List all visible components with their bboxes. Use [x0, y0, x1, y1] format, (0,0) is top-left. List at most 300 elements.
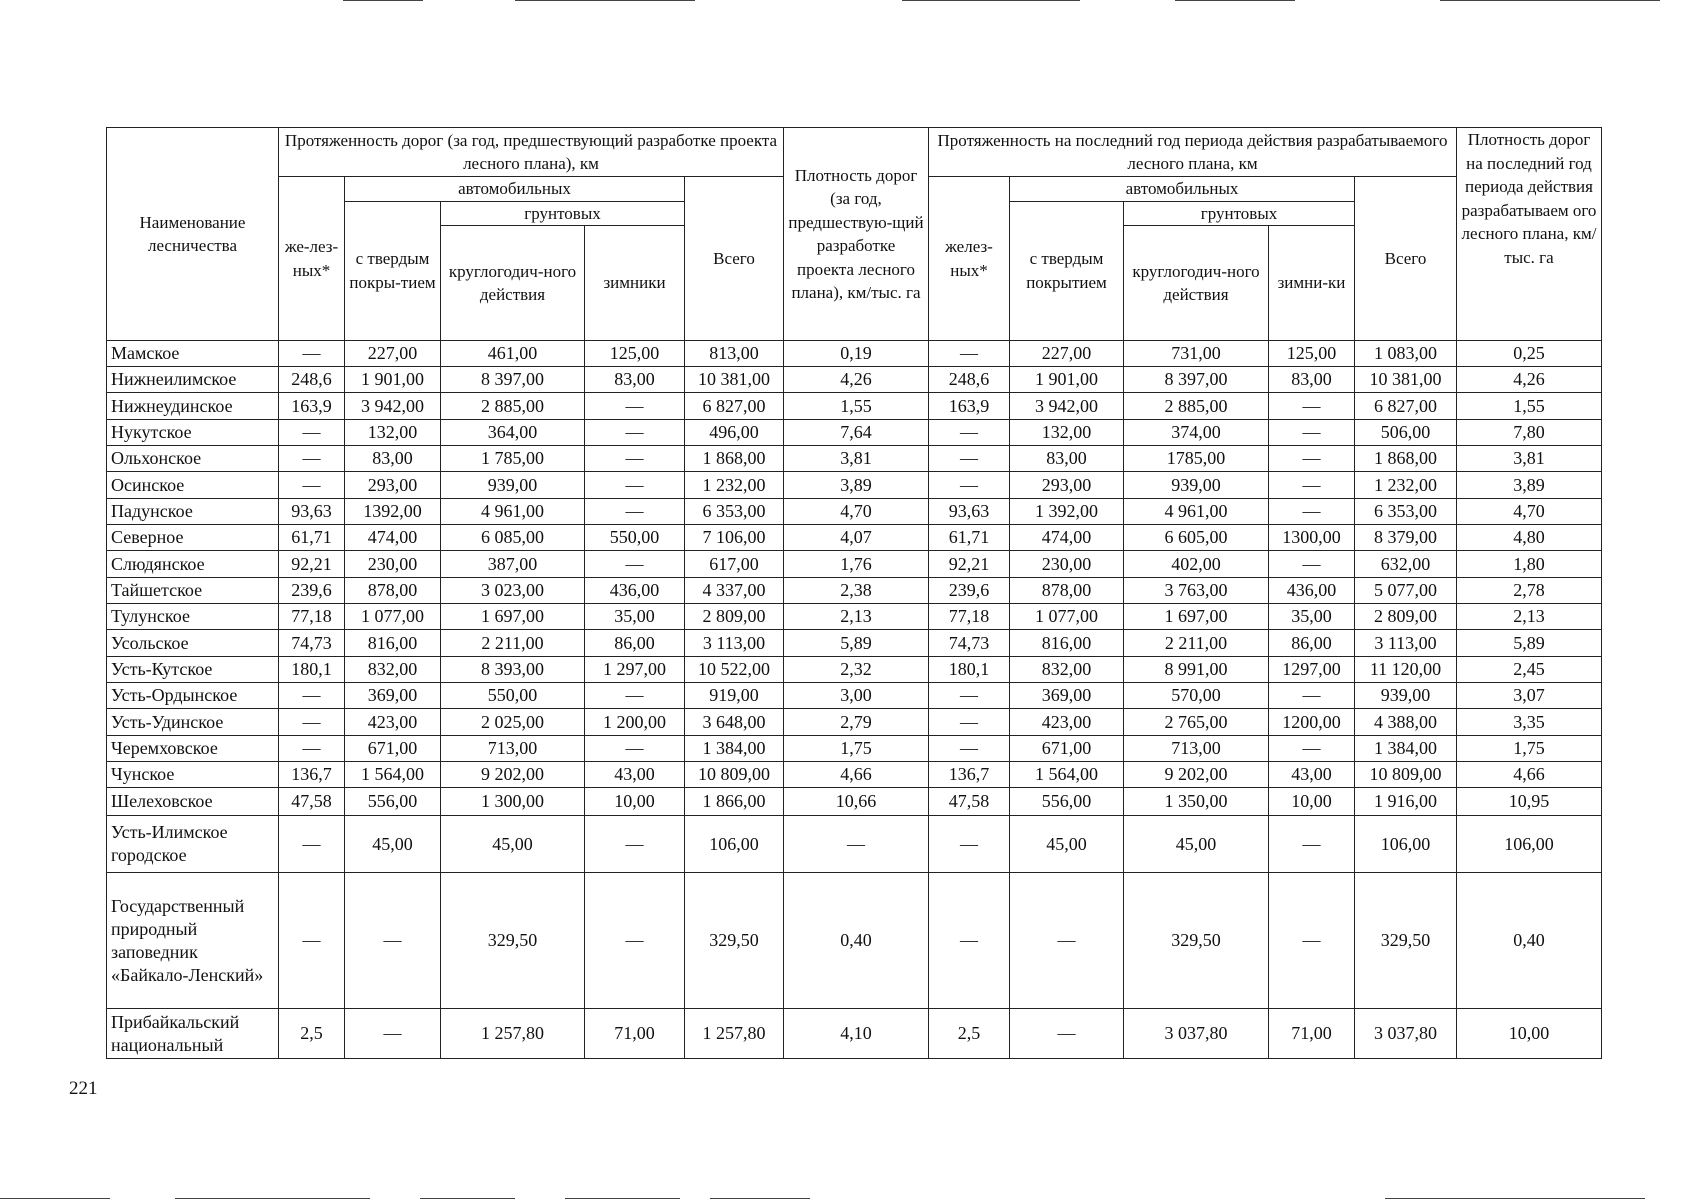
header-prev-paved: с твердым покры-тием: [345, 201, 441, 341]
next-rail-cell: —: [929, 709, 1010, 736]
next-paved-cell: 423,00: [1010, 709, 1124, 736]
prev-rail-cell: 239,6: [279, 578, 345, 604]
prev-paved-cell: 369,00: [345, 683, 441, 709]
next-winter-cell: —: [1269, 873, 1355, 1009]
next-rail-cell: 2,5: [929, 1009, 1010, 1059]
next-winter-cell: 1297,00: [1269, 657, 1355, 683]
next-year-round-cell: 6 605,00: [1124, 525, 1269, 551]
scan-top-rule: [343, 0, 423, 1]
next-year-round-cell: 329,50: [1124, 873, 1269, 1009]
next-paved-cell: 227,00: [1010, 341, 1124, 367]
next-paved-cell: 45,00: [1010, 816, 1124, 873]
next-winter-cell: 71,00: [1269, 1009, 1355, 1059]
prev-density-cell: 0,40: [784, 873, 929, 1009]
prev-winter-cell: —: [585, 683, 685, 709]
next-rail-cell: 180,1: [929, 657, 1010, 683]
prev-year-round-cell: 329,50: [441, 873, 585, 1009]
next-rail-cell: 74,73: [929, 630, 1010, 657]
prev-year-round-cell: 1 785,00: [441, 446, 585, 472]
prev-rail-cell: 61,71: [279, 525, 345, 551]
prev-paved-cell: 45,00: [345, 816, 441, 873]
prev-rail-cell: —: [279, 873, 345, 1009]
next-density-cell: 1,80: [1457, 551, 1602, 578]
prev-winter-cell: 1 200,00: [585, 709, 685, 736]
prev-winter-cell: 35,00: [585, 604, 685, 630]
next-total-cell: 329,50: [1355, 873, 1457, 1009]
header-next-year-round: круглогодич-ного действия: [1124, 226, 1269, 341]
prev-total-cell: 813,00: [685, 341, 784, 367]
table-row: [107, 472, 1602, 499]
prev-paved-cell: —: [345, 1009, 441, 1059]
table-row: [107, 525, 1602, 551]
next-winter-cell: —: [1269, 551, 1355, 578]
prev-density-cell: 3,81: [784, 446, 929, 472]
next-paved-cell: 83,00: [1010, 446, 1124, 472]
scan-bottom-rule: [0, 1198, 110, 1199]
district-name-cell: Осинское: [107, 472, 279, 499]
prev-density-cell: 1,76: [784, 551, 929, 578]
next-total-cell: 11 120,00: [1355, 657, 1457, 683]
prev-rail-cell: 74,73: [279, 630, 345, 657]
prev-total-cell: 4 337,00: [685, 578, 784, 604]
next-year-round-cell: 45,00: [1124, 816, 1269, 873]
district-name-cell: Черемховское: [107, 736, 279, 762]
district-name-cell: Слюдянское: [107, 551, 279, 578]
next-year-round-cell: 8 397,00: [1124, 367, 1269, 393]
table-row: [107, 683, 1602, 709]
prev-total-cell: 3 113,00: [685, 630, 784, 657]
scan-bottom-rule: [710, 1198, 810, 1199]
next-winter-cell: —: [1269, 446, 1355, 472]
prev-year-round-cell: 9 202,00: [441, 762, 585, 788]
table-row: [107, 709, 1602, 736]
header-prev-year-round: круглогодич-ного действия: [441, 226, 585, 341]
next-density-cell: 1,75: [1457, 736, 1602, 762]
next-rail-cell: 136,7: [929, 762, 1010, 788]
table-row: [107, 499, 1602, 525]
prev-year-round-cell: 2 885,00: [441, 393, 585, 420]
prev-year-round-cell: 1 697,00: [441, 604, 585, 630]
prev-year-round-cell: 550,00: [441, 683, 585, 709]
next-paved-cell: 1 564,00: [1010, 762, 1124, 788]
scan-top-rule: [1175, 0, 1295, 1]
prev-rail-cell: —: [279, 446, 345, 472]
table-row: [107, 816, 1602, 873]
prev-total-cell: 1 232,00: [685, 472, 784, 499]
district-name-cell: Нижнеилимское: [107, 367, 279, 393]
next-density-cell: 5,89: [1457, 630, 1602, 657]
prev-density-cell: 2,32: [784, 657, 929, 683]
prev-winter-cell: 125,00: [585, 341, 685, 367]
table-row: [107, 341, 1602, 367]
next-paved-cell: 474,00: [1010, 525, 1124, 551]
next-rail-cell: 77,18: [929, 604, 1010, 630]
page-number: 221: [69, 1078, 98, 1099]
prev-paved-cell: 227,00: [345, 341, 441, 367]
prev-rail-cell: —: [279, 816, 345, 873]
table-row: [107, 420, 1602, 446]
prev-winter-cell: 10,00: [585, 788, 685, 816]
next-paved-cell: 230,00: [1010, 551, 1124, 578]
prev-density-cell: 3,00: [784, 683, 929, 709]
next-paved-cell: —: [1010, 873, 1124, 1009]
table-row: [107, 762, 1602, 788]
district-name-cell: Мамское: [107, 341, 279, 367]
next-density-cell: 4,26: [1457, 367, 1602, 393]
next-rail-cell: —: [929, 683, 1010, 709]
next-rail-cell: 239,6: [929, 578, 1010, 604]
header-next-rail: желез-ных*: [929, 177, 1010, 341]
next-year-round-cell: 1 697,00: [1124, 604, 1269, 630]
next-rail-cell: —: [929, 420, 1010, 446]
prev-year-round-cell: 4 961,00: [441, 499, 585, 525]
prev-year-round-cell: 1 257,80: [441, 1009, 585, 1059]
prev-paved-cell: 878,00: [345, 578, 441, 604]
next-paved-cell: 369,00: [1010, 683, 1124, 709]
prev-density-cell: 2,13: [784, 604, 929, 630]
prev-density-cell: 1,55: [784, 393, 929, 420]
prev-winter-cell: 1 297,00: [585, 657, 685, 683]
header-prev-rail: же-лез-ных*: [279, 177, 345, 341]
next-total-cell: 6 827,00: [1355, 393, 1457, 420]
next-rail-cell: —: [929, 873, 1010, 1009]
next-year-round-cell: 4 961,00: [1124, 499, 1269, 525]
prev-paved-cell: 1 077,00: [345, 604, 441, 630]
prev-density-cell: 7,64: [784, 420, 929, 446]
next-density-cell: 4,66: [1457, 762, 1602, 788]
next-total-cell: 1 916,00: [1355, 788, 1457, 816]
district-name-cell: Тулунское: [107, 604, 279, 630]
prev-year-round-cell: 8 397,00: [441, 367, 585, 393]
next-year-round-cell: 2 765,00: [1124, 709, 1269, 736]
prev-total-cell: 1 866,00: [685, 788, 784, 816]
prev-year-round-cell: 3 023,00: [441, 578, 585, 604]
prev-paved-cell: 474,00: [345, 525, 441, 551]
prev-density-cell: 0,19: [784, 341, 929, 367]
prev-total-cell: 10 522,00: [685, 657, 784, 683]
prev-density-cell: 1,75: [784, 736, 929, 762]
prev-winter-cell: —: [585, 551, 685, 578]
prev-winter-cell: 71,00: [585, 1009, 685, 1059]
header-next-density: Плотность дорог на последний год периода действия разрабатываем ого лесного плана, км/тыс. га: [1457, 128, 1602, 341]
next-total-cell: 632,00: [1355, 551, 1457, 578]
prev-year-round-cell: 2 211,00: [441, 630, 585, 657]
next-paved-cell: 1 901,00: [1010, 367, 1124, 393]
next-rail-cell: 248,6: [929, 367, 1010, 393]
next-density-cell: 10,00: [1457, 1009, 1602, 1059]
prev-total-cell: 496,00: [685, 420, 784, 446]
prev-winter-cell: —: [585, 472, 685, 499]
header-name: Наименование лесничества: [107, 128, 279, 341]
next-density-cell: 3,07: [1457, 683, 1602, 709]
prev-total-cell: 617,00: [685, 551, 784, 578]
prev-density-cell: 2,79: [784, 709, 929, 736]
table-body: [107, 341, 1602, 1059]
next-winter-cell: 86,00: [1269, 630, 1355, 657]
prev-paved-cell: 3 942,00: [345, 393, 441, 420]
table-row: [107, 604, 1602, 630]
prev-density-cell: 5,89: [784, 630, 929, 657]
next-total-cell: 10 381,00: [1355, 367, 1457, 393]
prev-total-cell: 3 648,00: [685, 709, 784, 736]
next-total-cell: 5 077,00: [1355, 578, 1457, 604]
next-rail-cell: 163,9: [929, 393, 1010, 420]
district-name-cell: Тайшетское: [107, 578, 279, 604]
district-name-cell: Нукутское: [107, 420, 279, 446]
prev-paved-cell: 293,00: [345, 472, 441, 499]
table-row: [107, 873, 1602, 1009]
next-winter-cell: —: [1269, 683, 1355, 709]
next-paved-cell: 671,00: [1010, 736, 1124, 762]
next-total-cell: 106,00: [1355, 816, 1457, 873]
prev-total-cell: 329,50: [685, 873, 784, 1009]
next-density-cell: 0,25: [1457, 341, 1602, 367]
prev-density-cell: —: [784, 816, 929, 873]
district-name-cell: Северное: [107, 525, 279, 551]
prev-winter-cell: —: [585, 446, 685, 472]
prev-year-round-cell: 6 085,00: [441, 525, 585, 551]
prev-winter-cell: —: [585, 499, 685, 525]
next-rail-cell: 61,71: [929, 525, 1010, 551]
scan-bottom-rule: [1385, 1198, 1645, 1199]
table-row: [107, 578, 1602, 604]
prev-total-cell: 2 809,00: [685, 604, 784, 630]
prev-rail-cell: 248,6: [279, 367, 345, 393]
district-name-cell: Падунское: [107, 499, 279, 525]
prev-winter-cell: 86,00: [585, 630, 685, 657]
prev-rail-cell: —: [279, 472, 345, 499]
district-name-cell: Усть-Удинское: [107, 709, 279, 736]
next-density-cell: 10,95: [1457, 788, 1602, 816]
next-winter-cell: 43,00: [1269, 762, 1355, 788]
district-name-cell: Усть-Илимское городское: [107, 816, 279, 873]
scan-top-rule: [515, 0, 695, 1]
next-winter-cell: 1200,00: [1269, 709, 1355, 736]
district-name-cell: Чунское: [107, 762, 279, 788]
next-rail-cell: 92,21: [929, 551, 1010, 578]
scan-top-rule: [902, 0, 1080, 1]
table-row: [107, 393, 1602, 420]
next-winter-cell: —: [1269, 736, 1355, 762]
header-next-auto: автомобильных: [1010, 177, 1355, 202]
prev-rail-cell: —: [279, 736, 345, 762]
next-year-round-cell: 402,00: [1124, 551, 1269, 578]
scan-top-rule: [1440, 0, 1660, 1]
prev-paved-cell: 671,00: [345, 736, 441, 762]
prev-winter-cell: —: [585, 816, 685, 873]
next-rail-cell: —: [929, 341, 1010, 367]
prev-density-cell: 10,66: [784, 788, 929, 816]
prev-year-round-cell: 1 300,00: [441, 788, 585, 816]
district-name-cell: Усольское: [107, 630, 279, 657]
prev-year-round-cell: 364,00: [441, 420, 585, 446]
prev-total-cell: 10 809,00: [685, 762, 784, 788]
prev-rail-cell: 136,7: [279, 762, 345, 788]
next-year-round-cell: 1785,00: [1124, 446, 1269, 472]
next-year-round-cell: 3 763,00: [1124, 578, 1269, 604]
table-row: [107, 367, 1602, 393]
prev-density-cell: 3,89: [784, 472, 929, 499]
prev-rail-cell: 163,9: [279, 393, 345, 420]
header-prev-auto: автомобильных: [345, 177, 685, 202]
prev-total-cell: 1 868,00: [685, 446, 784, 472]
scan-bottom-rule: [565, 1198, 680, 1199]
prev-density-cell: 4,26: [784, 367, 929, 393]
prev-winter-cell: 83,00: [585, 367, 685, 393]
prev-rail-cell: —: [279, 341, 345, 367]
next-paved-cell: —: [1010, 1009, 1124, 1059]
prev-rail-cell: 180,1: [279, 657, 345, 683]
prev-year-round-cell: 387,00: [441, 551, 585, 578]
next-winter-cell: 125,00: [1269, 341, 1355, 367]
next-year-round-cell: 8 991,00: [1124, 657, 1269, 683]
header-next-group: Протяженность на последний год периода действия разрабатываемого лесного плана, км: [929, 128, 1457, 177]
header-prev-unpaved: грунтовых: [441, 201, 685, 226]
district-name-cell: Ольхонское: [107, 446, 279, 472]
prev-rail-cell: —: [279, 709, 345, 736]
scan-bottom-rule: [175, 1198, 370, 1199]
next-year-round-cell: 374,00: [1124, 420, 1269, 446]
next-year-round-cell: 713,00: [1124, 736, 1269, 762]
prev-paved-cell: 132,00: [345, 420, 441, 446]
next-rail-cell: —: [929, 736, 1010, 762]
prev-paved-cell: 1 901,00: [345, 367, 441, 393]
next-total-cell: 1 868,00: [1355, 446, 1457, 472]
next-paved-cell: 1 392,00: [1010, 499, 1124, 525]
district-name-cell: Нижнеудинское: [107, 393, 279, 420]
next-paved-cell: 293,00: [1010, 472, 1124, 499]
next-density-cell: 3,35: [1457, 709, 1602, 736]
prev-paved-cell: 1392,00: [345, 499, 441, 525]
next-density-cell: 2,13: [1457, 604, 1602, 630]
prev-total-cell: 919,00: [685, 683, 784, 709]
table-row: [107, 551, 1602, 578]
prev-total-cell: 1 257,80: [685, 1009, 784, 1059]
next-density-cell: 106,00: [1457, 816, 1602, 873]
header-prev-winter: зимники: [585, 226, 685, 341]
prev-rail-cell: —: [279, 683, 345, 709]
prev-total-cell: 6 827,00: [685, 393, 784, 420]
next-density-cell: 3,89: [1457, 472, 1602, 499]
prev-year-round-cell: 45,00: [441, 816, 585, 873]
district-name-cell: Усть-Ордынское: [107, 683, 279, 709]
next-year-round-cell: 9 202,00: [1124, 762, 1269, 788]
header-next-total: Всего: [1355, 177, 1457, 341]
next-total-cell: 1 083,00: [1355, 341, 1457, 367]
prev-total-cell: 1 384,00: [685, 736, 784, 762]
prev-density-cell: 4,10: [784, 1009, 929, 1059]
next-rail-cell: —: [929, 446, 1010, 472]
prev-year-round-cell: 461,00: [441, 341, 585, 367]
next-total-cell: 1 232,00: [1355, 472, 1457, 499]
next-density-cell: 4,70: [1457, 499, 1602, 525]
next-total-cell: 2 809,00: [1355, 604, 1457, 630]
next-total-cell: 3 037,80: [1355, 1009, 1457, 1059]
header-prev-group: Протяженность дорог (за год, предшествующий разработке проекта лесного плана), км: [279, 128, 784, 177]
prev-paved-cell: 832,00: [345, 657, 441, 683]
prev-paved-cell: 83,00: [345, 446, 441, 472]
next-total-cell: 1 384,00: [1355, 736, 1457, 762]
next-paved-cell: 132,00: [1010, 420, 1124, 446]
scan-bottom-rule: [420, 1198, 515, 1199]
prev-total-cell: 6 353,00: [685, 499, 784, 525]
prev-year-round-cell: 939,00: [441, 472, 585, 499]
prev-winter-cell: —: [585, 873, 685, 1009]
next-total-cell: 4 388,00: [1355, 709, 1457, 736]
next-density-cell: 1,55: [1457, 393, 1602, 420]
next-density-cell: 3,81: [1457, 446, 1602, 472]
prev-total-cell: 106,00: [685, 816, 784, 873]
prev-rail-cell: 77,18: [279, 604, 345, 630]
prev-rail-cell: 2,5: [279, 1009, 345, 1059]
header-next-paved: с твердым покрытием: [1010, 201, 1124, 341]
prev-paved-cell: 556,00: [345, 788, 441, 816]
next-density-cell: 4,80: [1457, 525, 1602, 551]
next-rail-cell: —: [929, 816, 1010, 873]
prev-density-cell: 4,66: [784, 762, 929, 788]
next-total-cell: 506,00: [1355, 420, 1457, 446]
next-paved-cell: 3 942,00: [1010, 393, 1124, 420]
next-winter-cell: 35,00: [1269, 604, 1355, 630]
prev-winter-cell: —: [585, 420, 685, 446]
header-next-winter: зимни-ки: [1269, 226, 1355, 341]
header-prev-total: Всего: [685, 177, 784, 341]
prev-winter-cell: 436,00: [585, 578, 685, 604]
next-year-round-cell: 1 350,00: [1124, 788, 1269, 816]
next-winter-cell: —: [1269, 393, 1355, 420]
roads-table: [106, 127, 1602, 1059]
next-density-cell: 2,78: [1457, 578, 1602, 604]
next-paved-cell: 556,00: [1010, 788, 1124, 816]
table-row: [107, 1009, 1602, 1059]
district-name-cell: Шелеховское: [107, 788, 279, 816]
next-year-round-cell: 2 211,00: [1124, 630, 1269, 657]
prev-rail-cell: —: [279, 420, 345, 446]
header-prev-density: Плотность дорог (за год, предшествую-щий разработке проекта лесного плана), км/тыс. га: [784, 128, 929, 341]
next-paved-cell: 878,00: [1010, 578, 1124, 604]
next-density-cell: 2,45: [1457, 657, 1602, 683]
prev-total-cell: 7 106,00: [685, 525, 784, 551]
prev-paved-cell: —: [345, 873, 441, 1009]
next-year-round-cell: 939,00: [1124, 472, 1269, 499]
prev-density-cell: 4,07: [784, 525, 929, 551]
next-total-cell: 8 379,00: [1355, 525, 1457, 551]
table-row: [107, 736, 1602, 762]
district-name-cell: Прибайкальский национальный: [107, 1009, 279, 1059]
district-name-cell: Усть-Кутское: [107, 657, 279, 683]
next-winter-cell: 10,00: [1269, 788, 1355, 816]
next-total-cell: 6 353,00: [1355, 499, 1457, 525]
next-winter-cell: —: [1269, 420, 1355, 446]
prev-rail-cell: 93,63: [279, 499, 345, 525]
next-total-cell: 939,00: [1355, 683, 1457, 709]
next-year-round-cell: 570,00: [1124, 683, 1269, 709]
next-rail-cell: —: [929, 472, 1010, 499]
table-row: [107, 446, 1602, 472]
next-density-cell: 0,40: [1457, 873, 1602, 1009]
next-paved-cell: 832,00: [1010, 657, 1124, 683]
next-total-cell: 10 809,00: [1355, 762, 1457, 788]
table-row: [107, 630, 1602, 657]
prev-winter-cell: 550,00: [585, 525, 685, 551]
prev-winter-cell: —: [585, 393, 685, 420]
next-winter-cell: 436,00: [1269, 578, 1355, 604]
next-total-cell: 3 113,00: [1355, 630, 1457, 657]
next-winter-cell: —: [1269, 472, 1355, 499]
prev-density-cell: 2,38: [784, 578, 929, 604]
prev-density-cell: 4,70: [784, 499, 929, 525]
next-winter-cell: —: [1269, 499, 1355, 525]
